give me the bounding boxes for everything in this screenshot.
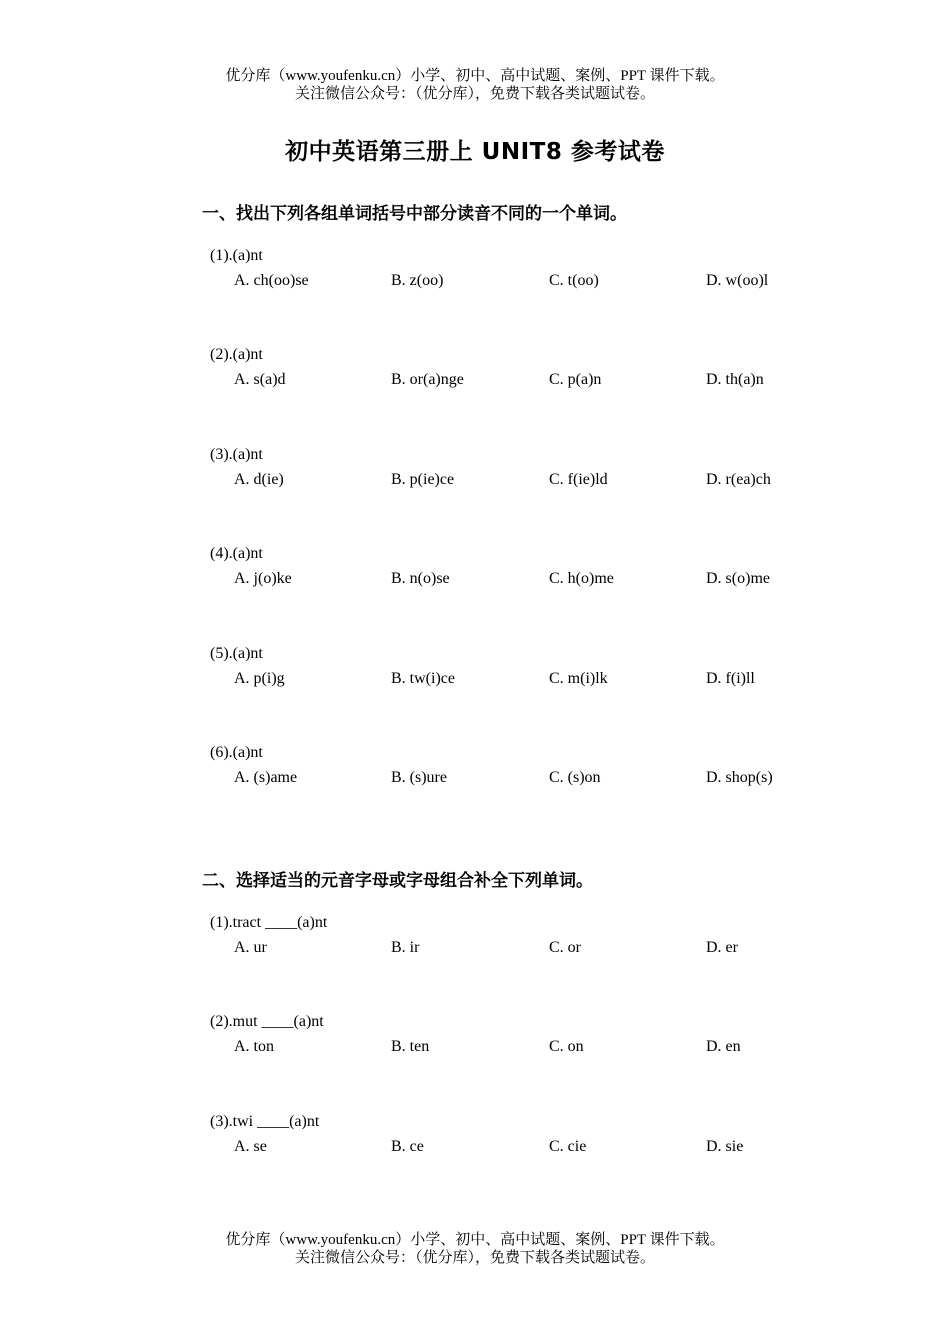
- header-line-1: 优分库（www.youfenku.cn）小学、初中、高中试题、案例、PPT 课件下载。: [225, 68, 725, 84]
- option-b: B. z(oo): [391, 272, 444, 289]
- question-stem: (1).(a)nt: [210, 247, 263, 264]
- option-a: A. se: [234, 1138, 267, 1155]
- option-b: B. ce: [391, 1138, 424, 1155]
- section-1-heading: 一、找出下列各组单词括号中部分读音不同的一个单词。: [202, 204, 627, 224]
- section-1-question-1: [210, 247, 850, 307]
- section-1-question-5: [210, 645, 850, 705]
- option-d: D. r(ea)ch: [706, 471, 771, 488]
- header-line-2: 关注微信公众号：（优分库），免费下载各类试题试卷。: [294, 86, 655, 102]
- option-d: D. s(o)me: [706, 570, 770, 587]
- option-b: B. ten: [391, 1038, 430, 1055]
- option-c: C. h(o)me: [549, 570, 614, 587]
- option-a: A. (s)ame: [234, 769, 298, 786]
- option-b: B. tw(i)ce: [391, 670, 455, 687]
- option-d: D. er: [706, 939, 738, 956]
- option-a: A. j(o)ke: [234, 570, 292, 587]
- option-c: C. (s)on: [549, 769, 601, 786]
- section-2-question-2: [210, 1013, 850, 1073]
- option-d: D. en: [706, 1038, 741, 1055]
- question-stem: (2).mut ____(a)nt: [210, 1013, 324, 1030]
- question-stem: (5).(a)nt: [210, 645, 263, 662]
- footer-line-1: 优分库（www.youfenku.cn）小学、初中、高中试题、案例、PPT 课件下载。: [225, 1232, 725, 1248]
- option-c: C. on: [549, 1038, 584, 1055]
- section-1-question-3: [210, 446, 850, 506]
- option-d: D. sie: [706, 1138, 744, 1155]
- option-a: A. ch(oo)se: [234, 272, 309, 289]
- option-b: B. or(a)nge: [391, 371, 464, 388]
- page-footer: [0, 1231, 950, 1267]
- option-c: C. t(oo): [549, 272, 599, 289]
- option-d: D. w(oo)l: [706, 272, 769, 289]
- option-c: C. or: [549, 939, 581, 956]
- section-1-question-6: [210, 744, 850, 804]
- option-a: A. ton: [234, 1038, 274, 1055]
- section-1-question-2: [210, 346, 850, 406]
- option-a: A. s(a)d: [234, 371, 286, 388]
- option-d: D. shop(s): [706, 769, 773, 786]
- option-a: A. ur: [234, 939, 267, 956]
- question-stem: (2).(a)nt: [210, 346, 263, 363]
- page-header: [0, 67, 950, 103]
- question-stem: (4).(a)nt: [210, 545, 263, 562]
- section-1-question-4: [210, 545, 850, 605]
- question-stem: (6).(a)nt: [210, 744, 263, 761]
- option-c: C. f(ie)ld: [549, 471, 608, 488]
- section-2-question-3: [210, 1113, 850, 1173]
- question-stem: (3).twi ____(a)nt: [210, 1113, 320, 1130]
- option-b: B. n(o)se: [391, 570, 450, 587]
- question-stem: (3).(a)nt: [210, 446, 263, 463]
- option-b: B. p(ie)ce: [391, 471, 455, 488]
- option-c: C. m(i)lk: [549, 670, 608, 687]
- option-c: C. cie: [549, 1138, 587, 1155]
- option-d: D. f(i)ll: [706, 670, 755, 687]
- section-2-heading: 二、选择适当的元音字母或字母组合补全下列单词。: [202, 871, 593, 891]
- option-c: C. p(a)n: [549, 371, 602, 388]
- section-2-question-1: [210, 914, 850, 974]
- option-a: A. d(ie): [234, 471, 284, 488]
- option-b: B. ir: [391, 939, 420, 956]
- question-stem: (1).tract ____(a)nt: [210, 914, 328, 931]
- page-title: 初中英语第三册上 UNIT8 参考试卷: [285, 139, 665, 165]
- option-d: D. th(a)n: [706, 371, 764, 388]
- footer-line-2: 关注微信公众号：（优分库），免费下载各类试题试卷。: [294, 1250, 655, 1266]
- option-b: B. (s)ure: [391, 769, 447, 786]
- option-a: A. p(i)g: [234, 670, 285, 687]
